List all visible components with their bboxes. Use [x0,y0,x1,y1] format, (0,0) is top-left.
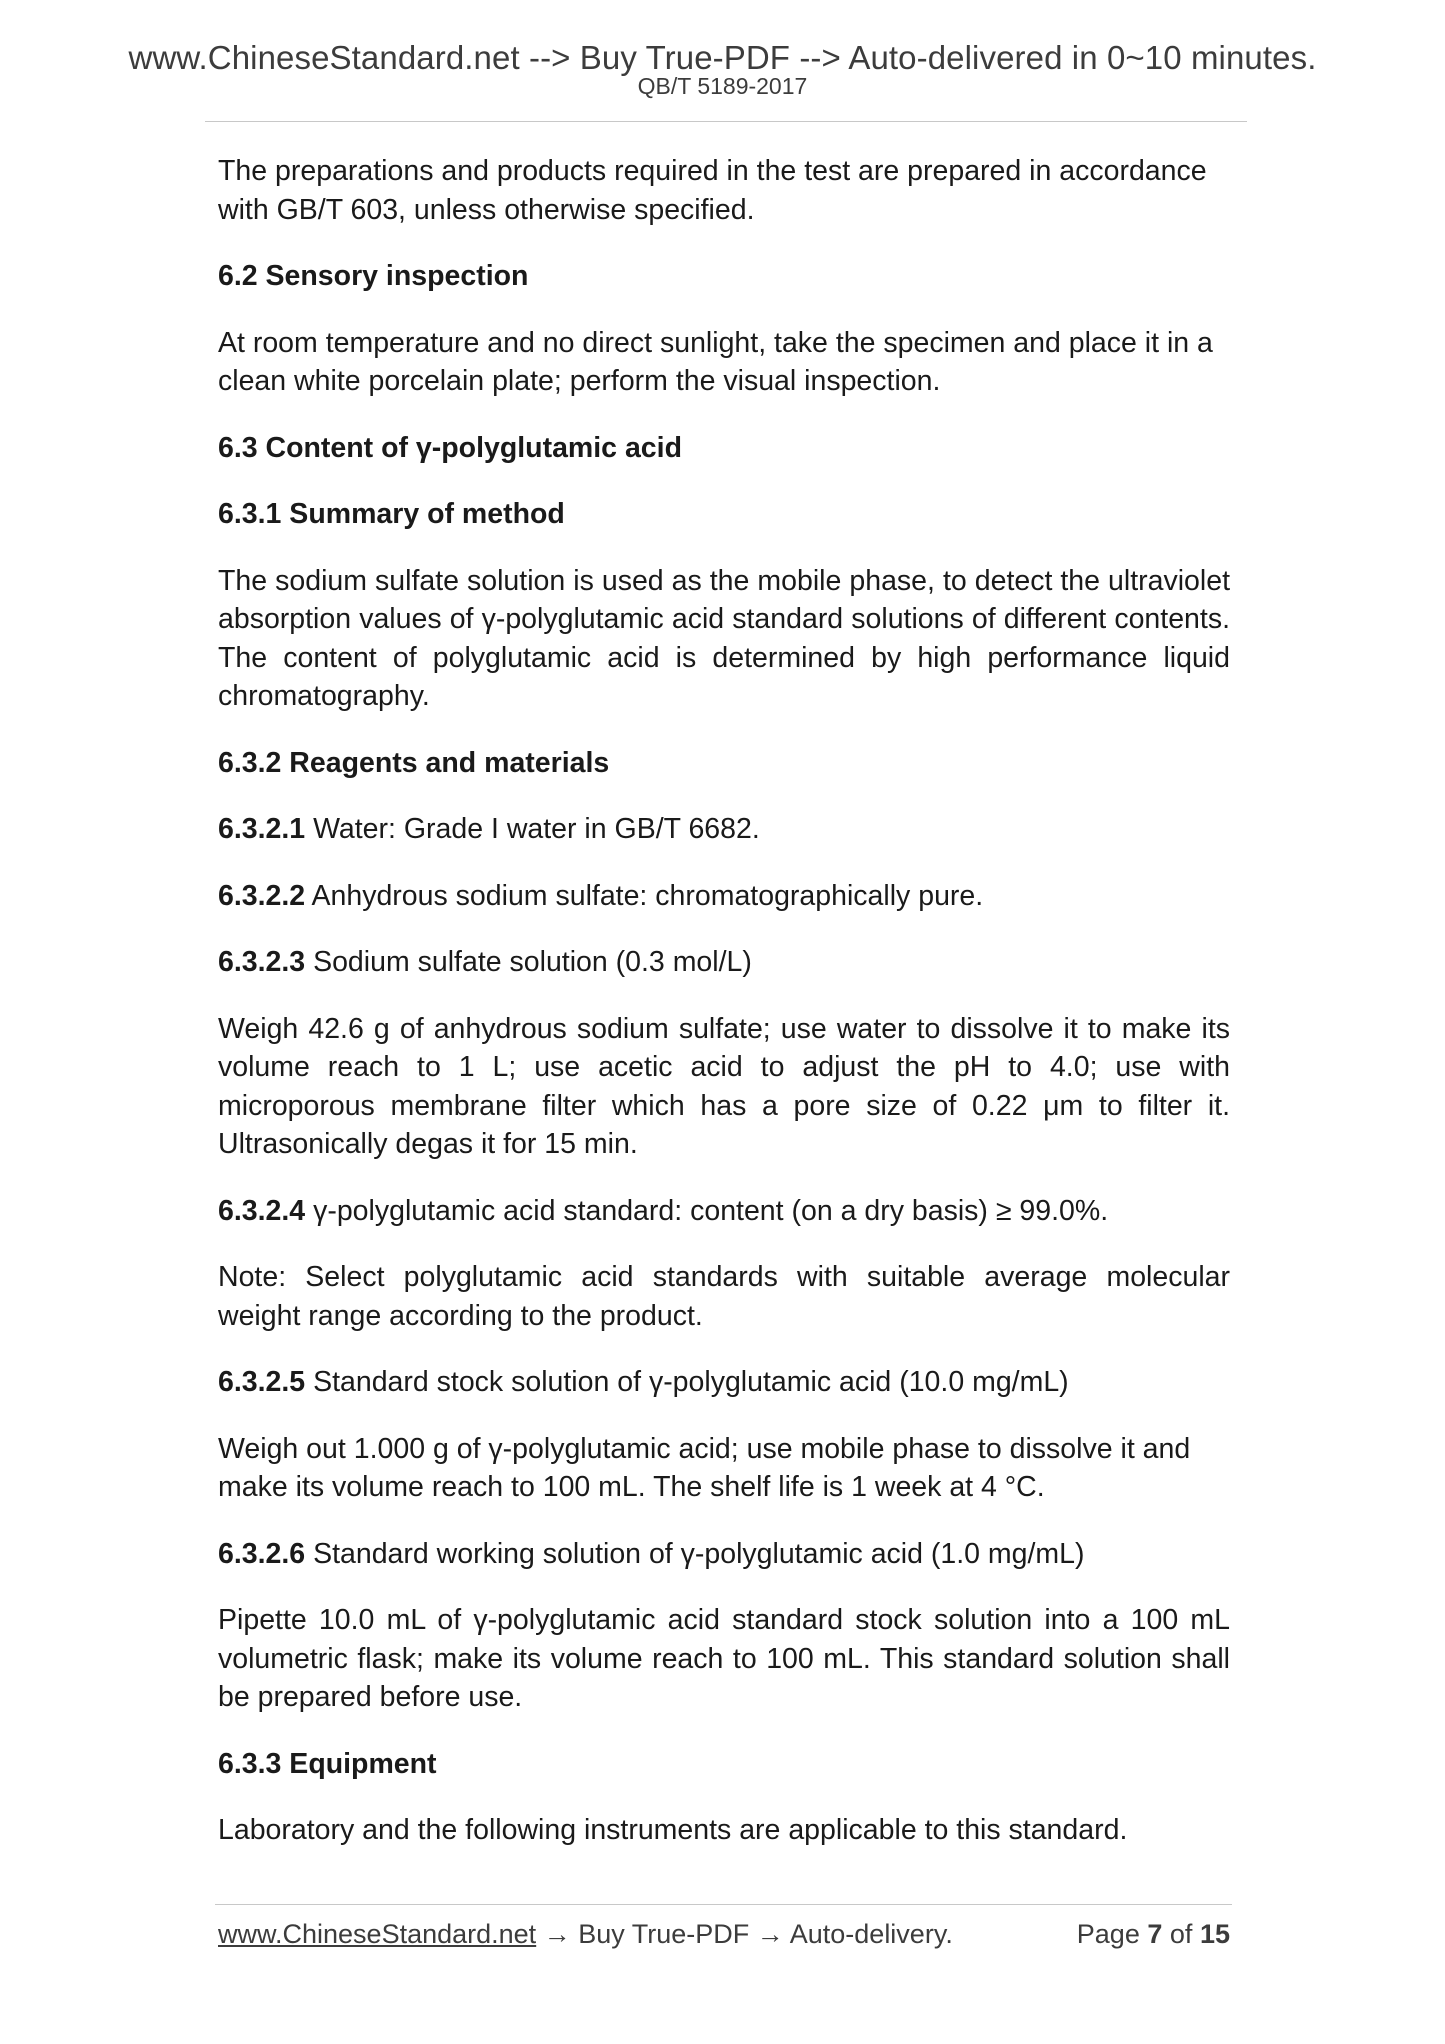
top-banner: www.ChineseStandard.net --> Buy True-PDF --> Auto-delivered in 0~10 minutes. [128,39,1317,76]
item-text: Water: Grade I water in GB/T 6682. [305,813,760,845]
section-6-2-text: At room temperature and no direct sunlight, take the specimen and place it in a clean white porcelain plate; perform the visual inspection. [218,326,1213,397]
page-footer [218,1914,1230,1954]
item-6-3-2-6-text: Pipette 10.0 mL of γ-polyglutamic acid standard stock solution into a 100 mL volumetric flask; make its volume reach to 100 mL. This standard solution shall be prepared before use. [218,1604,1230,1713]
section-6-3-heading: 6.3 Content of γ-polyglutamic acid [218,431,682,464]
item-6-3-2-3 [218,943,1230,982]
item-text: Sodium sulfate solution (0.3 mol/L) [305,946,752,978]
item-text: Standard working solution of γ-polyglutamic acid (1.0 mg/mL) [305,1537,1085,1570]
item-6-3-2-2 [218,877,1230,916]
section-6-3-1-text: The sodium sulfate solution is used as the mobile phase, to detect the ultraviolet absorption values of γ-polyglutamic acid standard solutions of different contents. The content of polyglutamic acid is determined by high performance liquid chromatography. [218,564,1230,712]
item-number: 6.3.2.2 [218,879,306,912]
section-6-2-heading: 6.2 Sensory inspection [218,260,529,292]
item-text: γ-polyglutamic acid standard: content (on a dry basis) ≥ 99.0%. [305,1194,1109,1227]
note-paragraph: Note: Select polyglutamic acid standards with suitable average molecular weight range according to the product. [218,1261,1230,1332]
item-6-3-2-5-text: Weigh out 1.000 g of γ-polyglutamic acid; use mobile phase to dissolve it and make its volume reach to 100 mL. The shelf life is 1 week at 4 °C. [218,1432,1191,1503]
of-label: of [1169,1919,1193,1949]
document-code: QB/T 5189-2017 [637,73,808,99]
section-6-3-2-heading: 6.3.2 Reagents and materials [218,746,610,779]
item-text: Standard stock solution of γ-polyglutamic acid (10.0 mg/mL) [305,1366,1069,1398]
item-number: 6.3.2.6 [218,1537,306,1570]
item-6-3-2-5 [218,1363,1230,1402]
page-label: Page [1076,1919,1140,1949]
footer-divider [215,1904,1232,1905]
section-6-3-3-heading: 6.3.3 Equipment [218,1747,437,1780]
item-number: 6.3.2.1 [218,813,306,845]
page-number: 7 [1147,1919,1163,1949]
page-total: 15 [1199,1919,1230,1949]
section-6-3-3-text: Laboratory and the following instruments are applicable to this standard. [218,1814,1128,1846]
footer-site-link[interactable]: www.ChineseStandard.net [218,1919,537,1949]
item-number: 6.3.2.3 [218,946,306,978]
item-6-3-2-6 [218,1535,1230,1574]
item-6-3-2-4 [218,1192,1230,1231]
section-6-3-1-heading: 6.3.1 Summary of method [218,498,565,530]
item-6-3-2-3-text: Weigh 42.6 g of anhydrous sodium sulfate; use water to dissolve it to make its volume reach to 1 L; use acetic acid to adjust the pH to 4.0; use with microporous membrane filter which has a pore size of 0.22 μm to filter it. Ultrasonically degas it for 15 min. [218,1012,1230,1160]
item-number: 6.3.2.5 [218,1366,306,1398]
footer-tagline: → Buy True-PDF → Auto-delivery. [536,1919,953,1949]
item-number: 6.3.2.4 [218,1194,306,1227]
item-text: Anhydrous sodium sulfate: chromatographically pure. [305,879,984,912]
header-divider [205,121,1247,122]
item-6-3-2-1 [218,810,1230,849]
page-content [218,152,1230,1878]
intro-paragraph: The preparations and products required in the test are prepared in accordance with GB/T 603, unless otherwise specified. [218,155,1207,226]
page-indicator [1077,1914,1230,1954]
